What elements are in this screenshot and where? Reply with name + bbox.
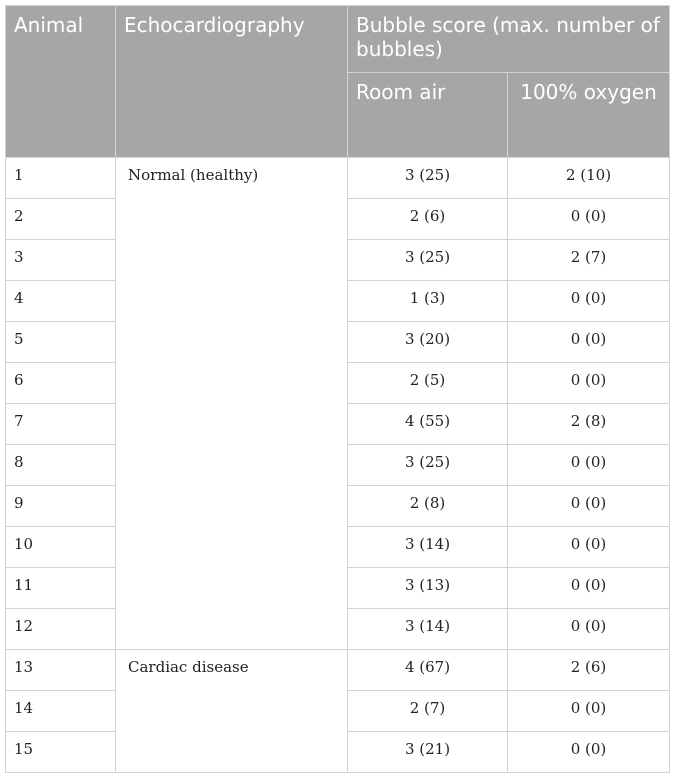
group-cardiac: Cardiac disease [116, 650, 348, 773]
room-air-cell: 3 (20) [348, 322, 508, 363]
room-air-cell: 3 (13) [348, 568, 508, 609]
table-row [6, 158, 670, 199]
animal-cell: 2 [6, 199, 116, 240]
animal-cell: 11 [6, 568, 116, 609]
animal-cell: 4 [6, 281, 116, 322]
animal-cell: 12 [6, 609, 116, 650]
animal-cell: 10 [6, 527, 116, 568]
oxygen-cell: 2 (10) [508, 158, 670, 199]
animal-cell: 8 [6, 445, 116, 486]
room-air-cell: 3 (14) [348, 527, 508, 568]
header-echocardiography: Echocardiography [116, 6, 348, 158]
room-air-cell: 4 (67) [348, 650, 508, 691]
oxygen-cell: 0 (0) [508, 363, 670, 404]
oxygen-cell: 0 (0) [508, 568, 670, 609]
room-air-cell: 2 (5) [348, 363, 508, 404]
bubble-score-table [5, 5, 670, 773]
oxygen-cell: 0 (0) [508, 609, 670, 650]
room-air-cell: 3 (14) [348, 609, 508, 650]
room-air-cell: 3 (25) [348, 158, 508, 199]
animal-cell: 1 [6, 158, 116, 199]
animal-cell: 6 [6, 363, 116, 404]
oxygen-cell: 2 (8) [508, 404, 670, 445]
oxygen-cell: 0 (0) [508, 691, 670, 732]
animal-cell: 7 [6, 404, 116, 445]
oxygen-cell: 0 (0) [508, 199, 670, 240]
room-air-cell: 3 (21) [348, 732, 508, 773]
oxygen-cell: 2 (7) [508, 240, 670, 281]
header-bubble-score: Bubble score (max. number of bubbles) [348, 6, 670, 73]
room-air-cell: 2 (7) [348, 691, 508, 732]
header-animal: Animal [6, 6, 116, 158]
oxygen-cell: 0 (0) [508, 445, 670, 486]
table-header [6, 6, 670, 158]
animal-cell: 9 [6, 486, 116, 527]
table-row [6, 650, 670, 691]
oxygen-cell: 0 (0) [508, 281, 670, 322]
header-oxygen: 100% oxygen [508, 73, 670, 158]
oxygen-cell: 0 (0) [508, 527, 670, 568]
room-air-cell: 3 (25) [348, 240, 508, 281]
animal-cell: 14 [6, 691, 116, 732]
animal-cell: 15 [6, 732, 116, 773]
header-room-air: Room air [348, 73, 508, 158]
animal-cell: 3 [6, 240, 116, 281]
oxygen-cell: 0 (0) [508, 486, 670, 527]
room-air-cell: 3 (25) [348, 445, 508, 486]
oxygen-cell: 2 (6) [508, 650, 670, 691]
room-air-cell: 4 (55) [348, 404, 508, 445]
oxygen-cell: 0 (0) [508, 322, 670, 363]
room-air-cell: 2 (6) [348, 199, 508, 240]
group-normal: Normal (healthy) [116, 158, 348, 650]
room-air-cell: 2 (8) [348, 486, 508, 527]
animal-cell: 5 [6, 322, 116, 363]
table-body [6, 158, 670, 773]
room-air-cell: 1 (3) [348, 281, 508, 322]
animal-cell: 13 [6, 650, 116, 691]
oxygen-cell: 0 (0) [508, 732, 670, 773]
